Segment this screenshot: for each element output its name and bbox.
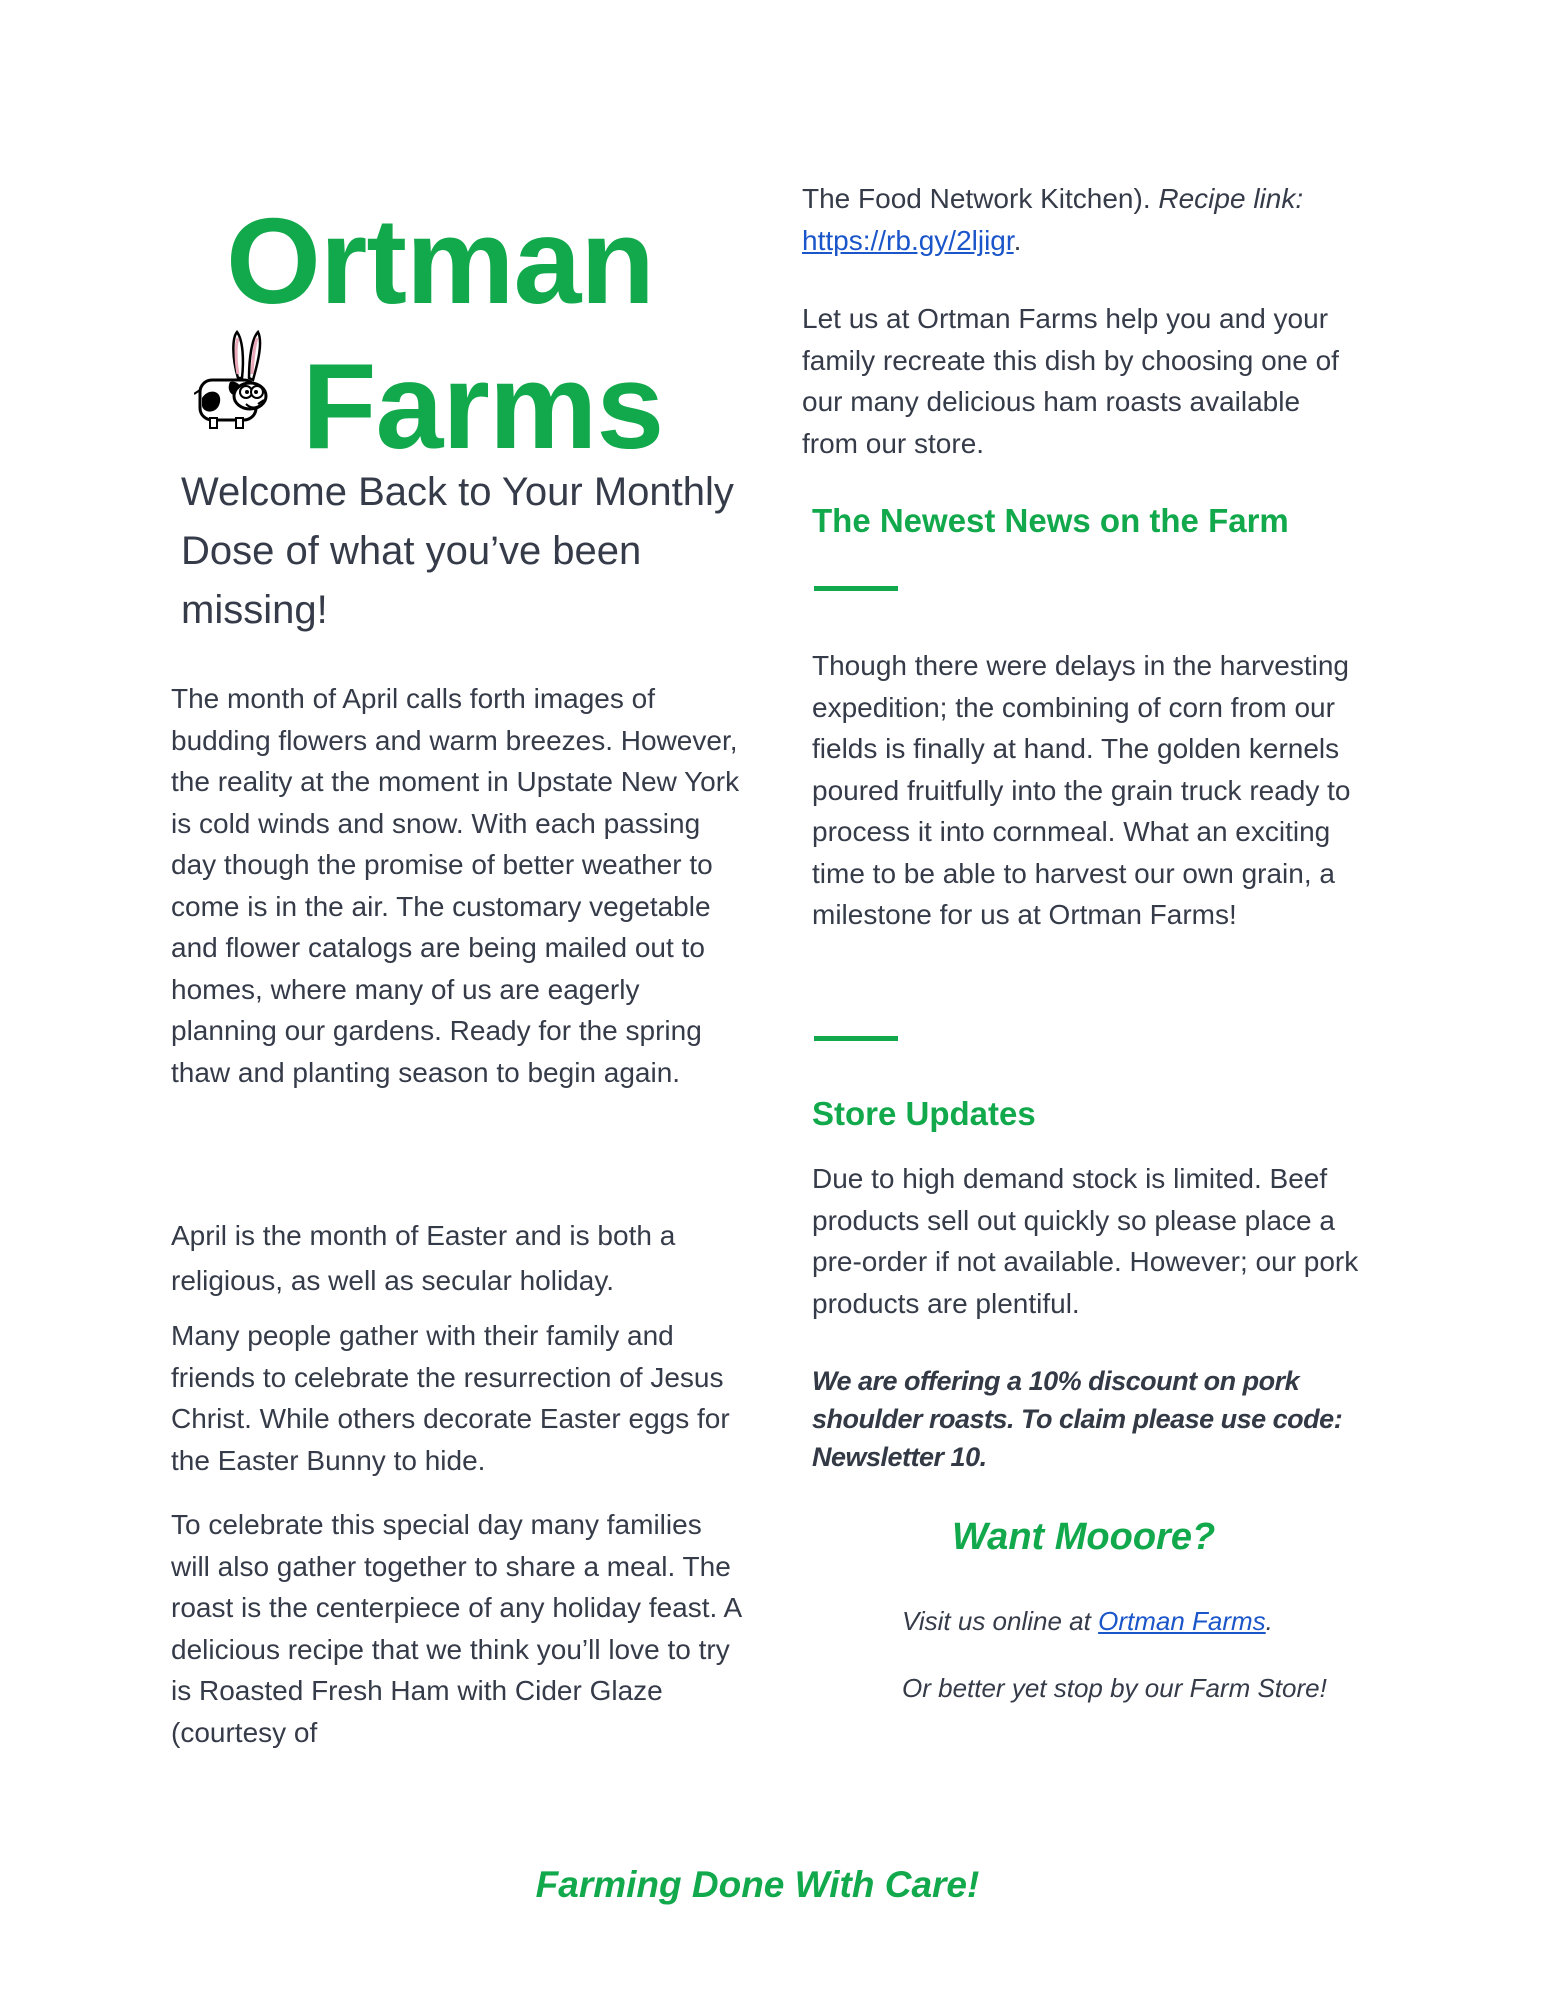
visit-prefix: Visit us online at bbox=[902, 1606, 1099, 1636]
farm-store-line: Or better yet stop by our Farm Store! bbox=[902, 1673, 1327, 1703]
visit-online-line bbox=[902, 1606, 1273, 1637]
recipe-link[interactable]: https://rb.gy/2ljigr bbox=[802, 224, 1014, 256]
welcome-heading: Welcome Back to Your Monthly Dose of what you’ve been missing! bbox=[181, 470, 734, 632]
easter-paragraph: April is the month of Easter and is both a religious, as well as secular holiday. bbox=[171, 1220, 676, 1296]
store-updates-heading: Store Updates bbox=[812, 1095, 1036, 1132]
discount-offer: We are offering a 10% discount on pork shoulder roasts. To claim please use code: Newsletter 10. bbox=[812, 1366, 1343, 1472]
recipe-text bbox=[802, 178, 1362, 261]
recipe-credit: The Food Network Kitchen). bbox=[802, 183, 1159, 214]
gathering-paragraph: Many people gather with their family and friends to celebrate the resurrection of Jesus Christ. While others decorate Easter eggs for the Easter Bunny to hide. bbox=[171, 1320, 730, 1476]
recipe-label: Recipe link: bbox=[1158, 183, 1304, 214]
news-divider bbox=[814, 586, 898, 591]
store-divider bbox=[814, 1036, 898, 1041]
cartoon-cow-bunny-icon bbox=[194, 328, 276, 434]
help-paragraph: Let us at Ortman Farms help you and your family recreate this dish by choosing one of our many delicious ham roasts available from our store. bbox=[802, 303, 1339, 459]
title-line-ortman: Ortman bbox=[226, 193, 654, 329]
want-more-heading: Want Mooore? bbox=[952, 1516, 1216, 1558]
store-body: Due to high demand stock is limited. Beef products sell out quickly so please place a pre-order if not available. However; our pork products are plentiful. bbox=[812, 1163, 1359, 1319]
recipe-period: . bbox=[1013, 224, 1022, 256]
footer-tagline: Farming Done With Care! bbox=[535, 1864, 980, 1905]
april-paragraph: The month of April calls forth images of budding flowers and warm breezes. However, the reality at the moment in Upstate New York is cold winds and snow. With each passing day though the promise of better weather to come is in the air. The customary vegetable and flower catalogs are being mailed out to homes, where many of us are eagerly planning our gardens. Ready for the spring thaw and planting season to begin again. bbox=[171, 683, 740, 1088]
title-line-farms: Farms bbox=[302, 338, 664, 474]
roast-paragraph: To celebrate this special day many families will also gather together to share a meal. The roast is the centerpiece of any holiday feast. A delicious recipe that we think you’ll love to try is Roasted Fresh Ham with Cider Glaze (courtesy of bbox=[171, 1509, 741, 1748]
visit-suffix: . bbox=[1265, 1606, 1273, 1636]
ortman-farms-link[interactable]: Ortman Farms bbox=[1098, 1606, 1266, 1636]
news-heading: The Newest News on the Farm bbox=[812, 502, 1289, 539]
news-body: Though there were delays in the harvesting expedition; the combining of corn from our fields is finally at hand. The golden kernels poured fruitfully into the grain truck ready to process it into cornmeal. What an exciting time to be able to harvest our own grain, a milestone for us at Ortman Farms! bbox=[812, 650, 1351, 930]
